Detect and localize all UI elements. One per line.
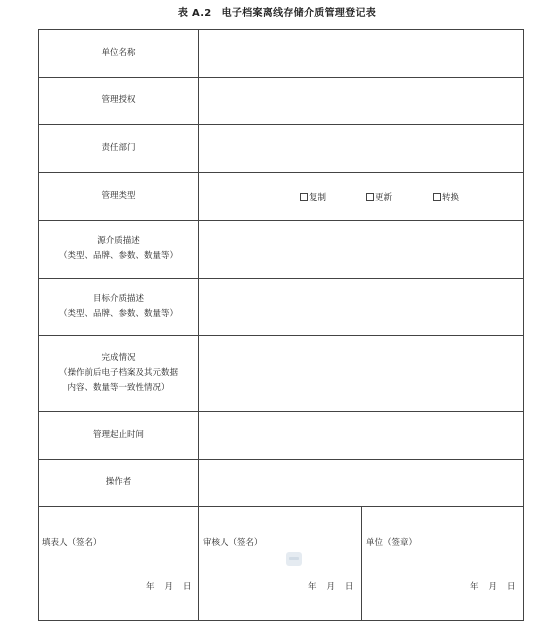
reviewer-date <box>308 580 354 592</box>
date-day: 日 <box>183 582 192 592</box>
date-month: 月 <box>488 582 498 592</box>
label-text: 单位名称 <box>101 47 136 58</box>
date-month: 月 <box>164 582 174 592</box>
option-convert[interactable] <box>433 191 459 203</box>
unit-date <box>470 580 516 592</box>
label-unit-name <box>38 29 199 77</box>
label-text: 管理授权 <box>101 95 136 105</box>
watermark-icon <box>286 552 302 566</box>
label-text: （操作前后电子档案及其元数据 <box>58 367 178 378</box>
option-update[interactable] <box>366 191 392 203</box>
row-divider <box>38 506 524 507</box>
label-management-type <box>38 172 199 220</box>
label-text: （类型、品牌、参数、数量等） <box>58 251 178 261</box>
option-copy[interactable] <box>300 191 326 203</box>
column-divider <box>361 506 362 621</box>
form-title <box>0 4 554 19</box>
filler-signature-label: 填表人（签名） <box>42 538 102 548</box>
label-text: 内容、数量等一致性情况） <box>67 382 170 393</box>
label-text: 责任部门 <box>101 142 136 153</box>
label-text: （类型、品牌、参数、数量等） <box>58 308 178 319</box>
date-year: 年 <box>470 582 479 592</box>
label-text: 管理起止时间 <box>92 429 144 440</box>
label-text: 完成情况 <box>101 352 136 363</box>
checkbox-copy[interactable] <box>300 193 308 201</box>
date-day: 日 <box>345 582 354 592</box>
label-responsible-department <box>38 124 199 172</box>
label-management-authorization <box>38 77 199 124</box>
label-operator <box>38 459 199 506</box>
label-text: 管理类型 <box>101 190 136 201</box>
date-day: 日 <box>507 582 516 592</box>
checkbox-update[interactable] <box>366 193 374 201</box>
unit-seal-label: 单位（签章） <box>366 538 418 548</box>
option-label: 复制 <box>309 193 327 203</box>
table-number: 表 A.2 <box>177 8 212 19</box>
label-text: 目标介质描述 <box>92 293 144 304</box>
option-label: 更新 <box>375 193 393 203</box>
label-management-period <box>38 411 199 459</box>
option-label: 转换 <box>442 193 460 203</box>
label-completion-status <box>38 335 199 411</box>
label-text: 操作者 <box>105 477 132 487</box>
label-source-media <box>38 220 199 278</box>
checkbox-convert[interactable] <box>433 193 441 201</box>
reviewer-signature-label: 审核人（签名） <box>203 538 263 548</box>
filler-date <box>146 580 192 592</box>
date-year: 年 <box>146 582 155 592</box>
label-target-media <box>38 278 199 335</box>
date-year: 年 <box>308 582 317 592</box>
table-title: 电子档案离线存储介质管理登记表 <box>221 8 377 19</box>
date-month: 月 <box>326 582 336 592</box>
label-text: 源介质描述 <box>97 236 140 246</box>
